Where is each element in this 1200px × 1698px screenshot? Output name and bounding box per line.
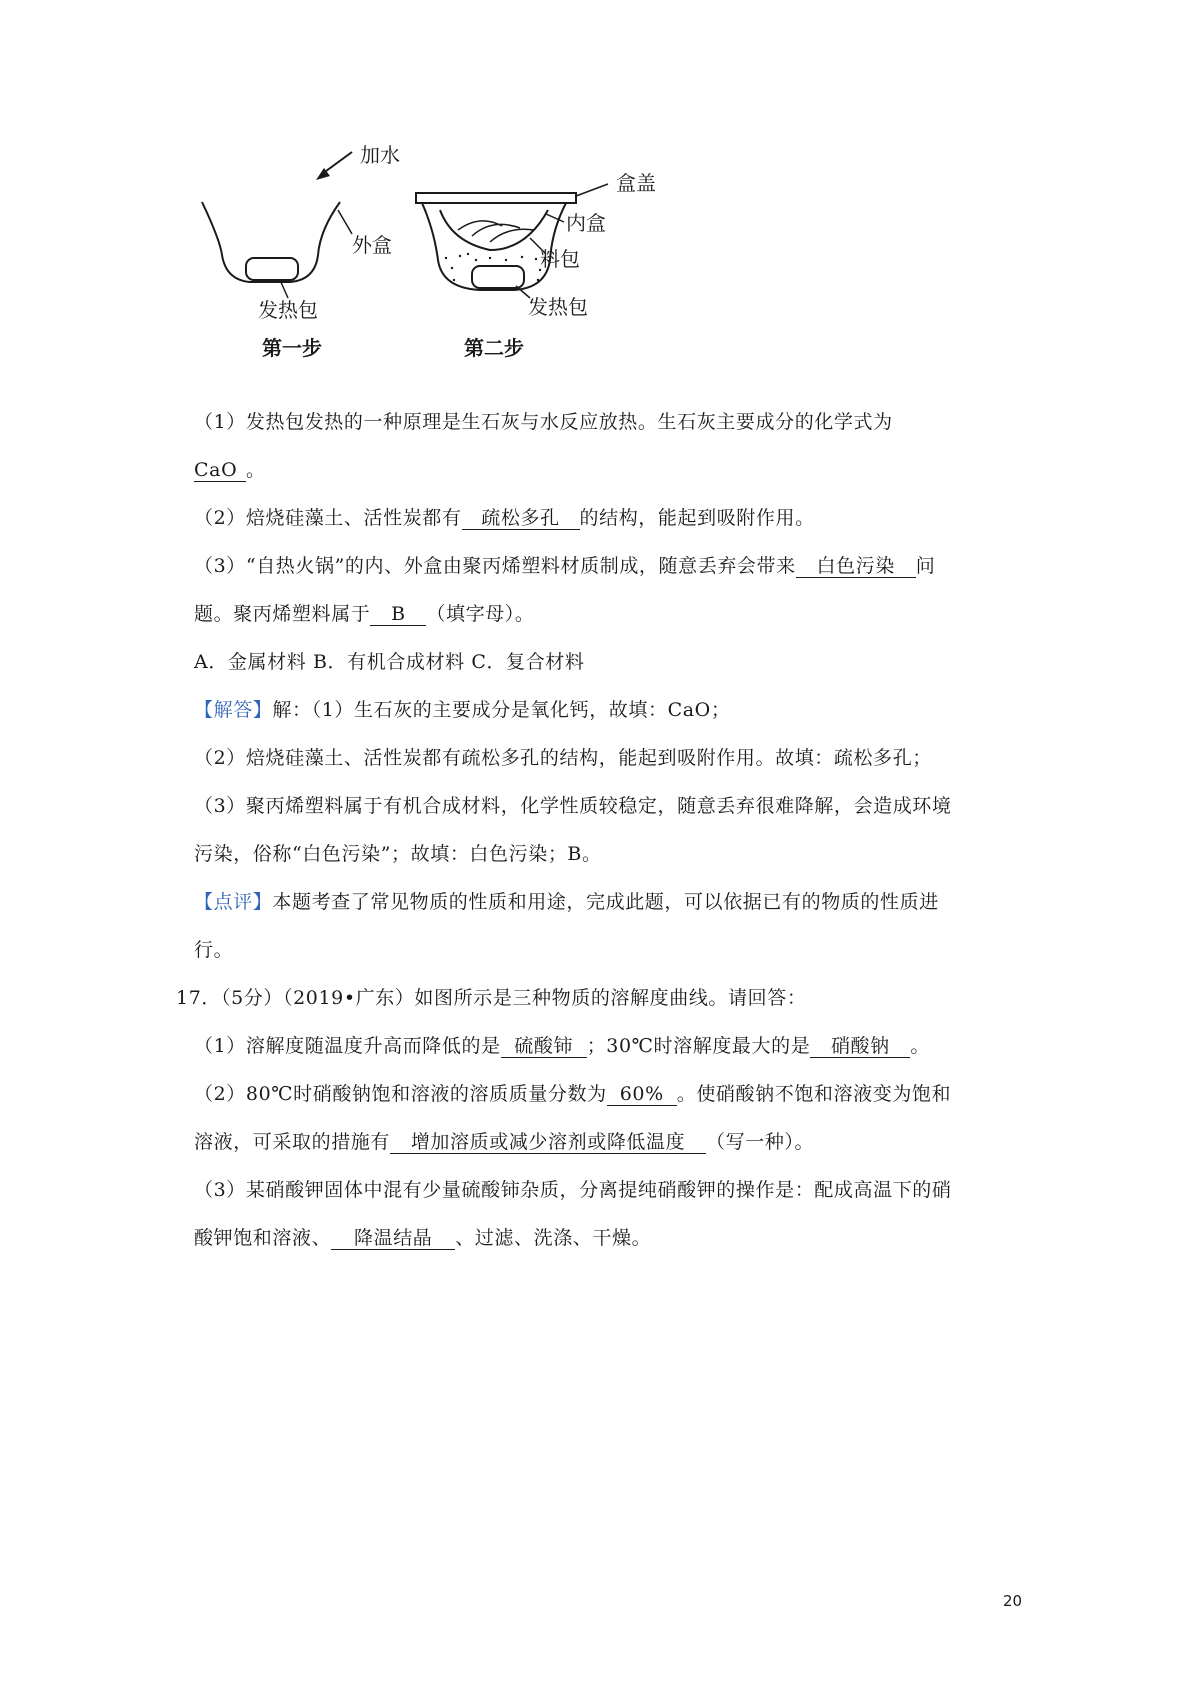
- leader-lid: [576, 184, 608, 196]
- label-heat-pack-2: 发热包: [528, 295, 588, 319]
- q17-part3-line1: [194, 1178, 952, 1202]
- q16-part1-line1: [194, 410, 893, 434]
- q17-part2-text-b: 。使硝酸钠不饱和溶液变为饱和: [676, 1083, 952, 1105]
- hotpot-diagram: [190, 130, 710, 390]
- jieda-text-2: （2）焙烧硅藻土、活性炭都有疏松多孔的结构，能起到吸附作用。故填：疏松多孔；: [194, 747, 932, 769]
- jieda-text-4: 污染，俗称“白色污染”；故填：白色污染；B。: [194, 843, 602, 865]
- jieda-text-3: （3）聚丙烯塑料属于有机合成材料，化学性质较稳定，随意丢弃很难降解，会造成环境: [194, 795, 952, 817]
- q17-part1-text-b: ；30℃时溶解度最大的是: [586, 1035, 811, 1057]
- q16-part3-text-c: 题。聚丙烯塑料属于: [194, 603, 371, 625]
- q16-part3-text-a: （3）“自热火锅”的内、外盒由聚丙烯塑料材质制成，随意丢弃会带来: [194, 555, 796, 577]
- q17-heading: [176, 986, 806, 1010]
- q16-answer-b: B: [370, 603, 426, 626]
- q17-answer-cerium-sulfate: 硫酸铈: [501, 1035, 587, 1058]
- q16-jieda-line4: [194, 842, 602, 866]
- q16-dianping-line1: [194, 890, 939, 914]
- q16-part1-line2: [194, 458, 266, 482]
- outer-box-shape: [202, 202, 340, 282]
- q16-jieda-line1: [194, 698, 730, 722]
- q16-part1-text: （1）发热包发热的一种原理是生石灰与水反应放热。生石灰主要成分的化学式为: [194, 411, 893, 433]
- dianping-text-1: 本题考查了常见物质的性质和用途，完成此题，可以依据已有的物质的性质进: [272, 891, 939, 913]
- q17-part2-text-d: （写一种）。: [706, 1131, 815, 1153]
- q16-jieda-line2: [194, 746, 932, 770]
- q17-answer-sodium-nitrate: 硝酸钠: [810, 1035, 910, 1058]
- q17-part3-text-c: 、过滤、洗涤、干燥。: [455, 1227, 652, 1249]
- q17-part3-text-b: 酸钾饱和溶液、: [194, 1227, 332, 1249]
- heat-pack-shape-1: [246, 258, 298, 280]
- q16-options-text: A．金属材料 B．有机合成材料 C．复合材料: [194, 651, 585, 673]
- jieda-text-1: 解：（1）生石灰的主要成分是氧化钙，故填：CaO；: [272, 699, 731, 721]
- q17-part2-text-c: 溶液，可采取的措施有: [194, 1131, 391, 1153]
- label-add-water: 加水: [360, 143, 400, 167]
- label-lid: 盒盖: [616, 171, 656, 195]
- q16-part3-line2: [194, 602, 535, 626]
- q17-part3-line2: [194, 1226, 651, 1250]
- heat-pack-shape-2: [472, 266, 524, 288]
- q17-answer-saturation-method: 增加溶质或减少溶剂或降低温度: [390, 1131, 706, 1154]
- q16-part2-text-b: 的结构，能起到吸附作用。: [579, 507, 815, 529]
- jieda-tag: 【解答】: [194, 699, 273, 721]
- q17-part3-text-a: （3）某硝酸钾固体中混有少量硫酸铈杂质，分离提纯硝酸钾的操作是：配成高温下的硝: [194, 1179, 952, 1201]
- q16-part3-line1: [194, 554, 935, 578]
- q16-part2-line: [194, 506, 815, 530]
- label-outer-box: 外盒: [352, 233, 392, 257]
- q17-part2-line2: [194, 1130, 814, 1154]
- q16-dianping-line2: [194, 938, 233, 962]
- dianping-tag: 【点评】: [194, 891, 273, 913]
- water-arrow: [322, 152, 352, 174]
- caption-step-2: 第二步: [464, 336, 524, 360]
- q17-answer-cooling-crystallization: 降温结晶: [331, 1227, 455, 1250]
- q16-part1-end: 。: [246, 459, 266, 481]
- q17-answer-60-percent: 60%: [607, 1083, 677, 1106]
- q16-part3-text-b: 问: [915, 555, 936, 577]
- label-inner-box: 内盒: [566, 211, 606, 235]
- dianping-text-2: 行。: [194, 939, 234, 961]
- q17-part1-line: [194, 1034, 930, 1058]
- page-number: 20: [1003, 1592, 1023, 1610]
- lid-shape: [416, 193, 576, 203]
- q16-answer-cao: CaO: [194, 459, 246, 482]
- caption-step-1: 第一步: [262, 336, 322, 360]
- q17-part1-text-a: （1）溶解度随温度升高而降低的是: [194, 1035, 501, 1057]
- q16-answer-white-pollution: 白色污染: [796, 555, 916, 578]
- leader-outer-box: [338, 210, 352, 234]
- q17-part2-line1: [194, 1082, 951, 1106]
- hotpot-figure: [190, 130, 710, 390]
- q17-heading-text: 17．（5分）（2019•广东）如图所示是三种物质的溶解度曲线。请回答：: [176, 987, 807, 1009]
- label-heat-pack-1: 发热包: [258, 298, 318, 322]
- q17-part2-text-a: （2）80℃时硝酸钠饱和溶液的溶质质量分数为: [194, 1083, 607, 1105]
- q16-part2-text-a: （2）焙烧硅藻土、活性炭都有: [194, 507, 462, 529]
- q16-answer-porous: 疏松多孔: [462, 507, 580, 530]
- q16-jieda-line3: [194, 794, 952, 818]
- q16-part3-text-d: （填字母）。: [426, 603, 535, 625]
- q17-part1-text-c: 。: [910, 1035, 930, 1057]
- label-food-pack: 料包: [540, 247, 580, 271]
- q16-options: [194, 650, 585, 674]
